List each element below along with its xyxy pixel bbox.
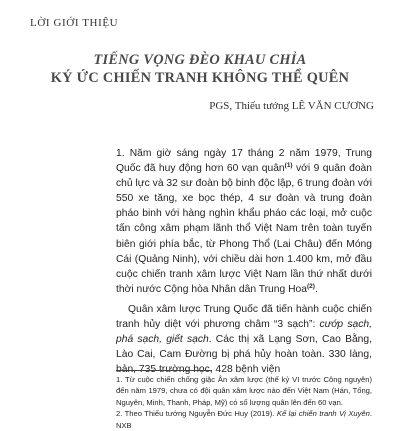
footnote-2 <box>116 408 372 431</box>
paragraph-2-emphasis: cướp sạch, phá sạch, giết sạch <box>116 319 372 346</box>
paragraph-1-text-a: 1. Năm giờ sáng ngày 17 tháng 2 năm 1979, Trung Quốc đã huy động hơn 60 vạn quân <box>116 148 372 175</box>
paragraph-2-text-a: Quân xâm lược Trung Quốc đã tiến hành cuộc chiến tranh hủy diệt với phương châm “3 sạch”: <box>116 304 372 331</box>
footnote-divider <box>116 370 212 371</box>
footnote-ref-1[interactable]: (1) <box>284 162 293 170</box>
section-label: LỜI GIỚI THIỆU <box>30 17 119 29</box>
footnote-ref-2[interactable]: (2) <box>307 282 315 290</box>
paragraph-2 <box>116 302 372 377</box>
chapter-title-line-2: KÝ ỨC CHIẾN TRANH KHÔNG THỂ QUÊN <box>50 70 350 86</box>
paragraph-1-text-b: với 9 quân đoàn chủ lực và 32 sư đoàn bộ binh độc lập, 6 trung đoàn với 550 xe tăng, xe bọc thép, 4 sư đoàn và trung đoàn pháo binh với hàng nghìn khẩu pháo các loại, mở cuộc tấn công xâm phạm lãnh thổ Việt Nam trên toàn tuyến biên giới phía bắc, từ Phong Thổ (Lai Châu) đến Móng Cái (Quảng Ninh), với chiều dài hơn 1.400 km, mở đầu cuộc chiến tranh xâm lược Việt Nam lần thứ nhất dưới thời nước Cộng hòa Nhân dân Trung Hoa <box>116 163 373 295</box>
chapter-title-line-1: TIẾNG VỌNG ĐÈO KHAU CHỈA <box>93 52 307 68</box>
paragraph-1-text-c: . <box>314 283 318 295</box>
footnote-2-book-title: Kể lại chiến tranh Vị Xuyên <box>276 409 370 419</box>
paragraph-2-text-b: . Các thị xã Lạng Sơn, Cao Bằng, Lào Cai, Cam Đường bị phá hủy hoàn toàn. 330 làng, bản, 735 trường học, 428 bệnh viện <box>116 334 372 376</box>
footnote-2-text-a: 2. Theo Thiếu tướng Nguyễn Đức Huy (2019). <box>116 409 277 419</box>
paragraph-1 <box>116 146 372 297</box>
footnote-2-text-b: . NXB <box>116 409 372 430</box>
author-byline: PGS, Thiếu tướng LÊ VĂN CƯƠNG <box>209 100 374 112</box>
footnote-1: 1. Từ cuộc chiến chống giặc Ân xâm lược (thế kỷ VI trước Công nguyên) đến năm 1979, chưa có đội quân xâm lược nào đến Việt Nam (Hán, Tống, Nguyên, Minh, Thanh, Pháp, Mỹ) có số lượng quân lên đến 60 vạn. <box>116 375 372 407</box>
footnotes <box>116 374 372 431</box>
